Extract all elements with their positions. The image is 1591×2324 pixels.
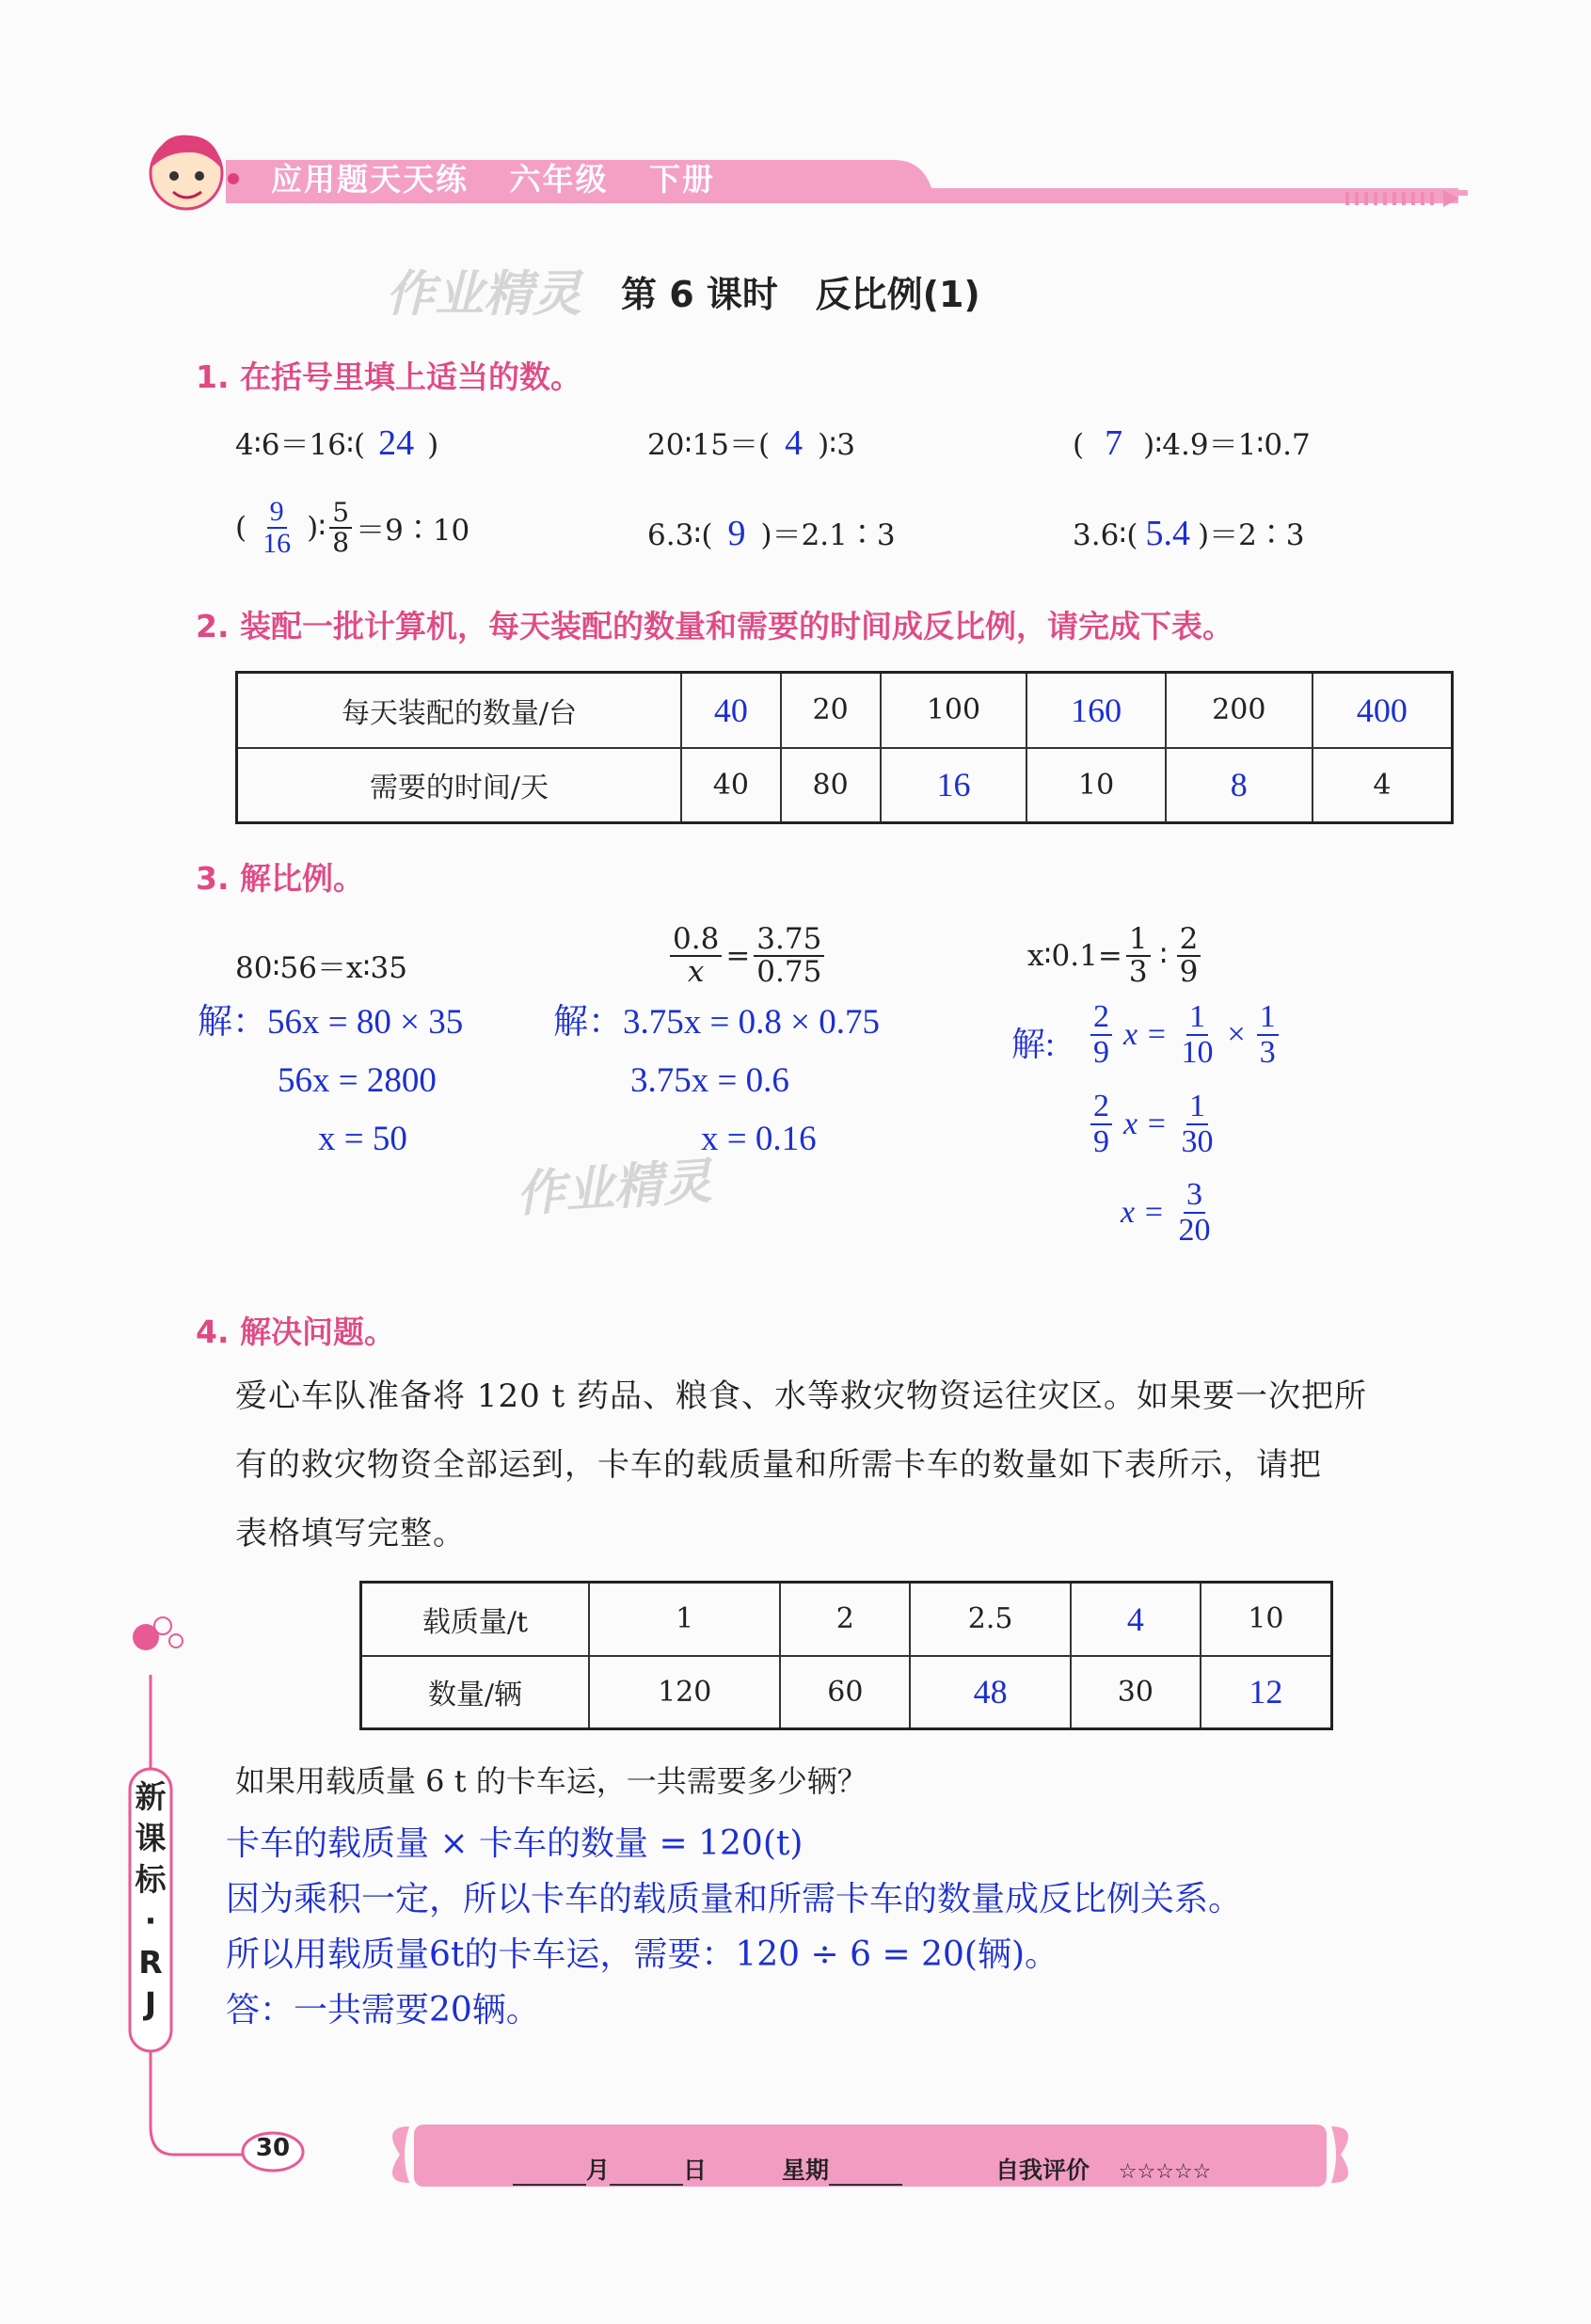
q1-r1-b-answer: 4 (785, 423, 803, 463)
q3-p3-s1-f1n: 2 (1090, 1000, 1112, 1036)
q4-table (359, 1581, 1333, 1730)
q3-p3-jie: 解: (1011, 1026, 1056, 1063)
q3-p2-sol-2: 3.75x = 0.6 (630, 1061, 789, 1100)
q4-para-1: 爱心车队准备将 120 t 药品、粮食、水等救灾物资运往灾区。如果要一次把所 (235, 1377, 1367, 1415)
week-blank[interactable] (829, 2184, 902, 2186)
q3-p3-s2-f1n: 2 (1090, 1090, 1112, 1125)
q3-p3-s2-x: x = (1123, 1106, 1168, 1141)
q3-p2-n1: 0.8 (670, 924, 722, 957)
q1-r1-b-end: )∶3 (818, 428, 855, 462)
q3-p2-eq: = (725, 938, 751, 973)
q3-p3-s3-x: x = (1121, 1194, 1165, 1230)
q3-p3-s3-fn: 3 (1184, 1178, 1205, 1214)
q3-p3-s1-f1 (1090, 1000, 1112, 1069)
q3-p2-sol-3: x = 0.16 (701, 1120, 817, 1158)
q4-row-1 (361, 1583, 1332, 1656)
footer-week: 星期 (782, 2157, 830, 2184)
month-blank[interactable] (513, 2184, 586, 2186)
q1-r2-a-fn: 5 (329, 499, 352, 528)
q2-cell: 80 (781, 748, 881, 823)
watermark: 作业精灵 (386, 266, 582, 323)
q1-r2-a-frac (329, 499, 352, 556)
q3-p3-b: 3 (1128, 954, 1148, 989)
q3-p1-sol-1: 解：56x = 80 × 35 (198, 1003, 464, 1042)
q1-r2-c-answer: 5.4 (1145, 514, 1190, 553)
q1-r2-a-num: 9 (267, 497, 287, 529)
q1-r1-b-text: 20∶15＝( (647, 428, 771, 462)
side-label-char: · (144, 1902, 157, 1939)
q2-table (235, 671, 1454, 824)
q1-r2-c (1073, 511, 1305, 554)
q2-cell: 100 (881, 673, 1027, 748)
q2-row-1 (237, 673, 1453, 748)
q3-p3-s1-f3 (1257, 1000, 1279, 1069)
q3-title: 3. 解比例。 (196, 860, 364, 897)
side-label (130, 1776, 171, 2025)
q1-r1-a-end: ) (427, 428, 439, 462)
q3-p3-frac-1 (1126, 924, 1151, 987)
q3-p3-s2-f1d: 9 (1093, 1123, 1109, 1159)
q3-p3-sol-2 (1087, 1090, 1220, 1158)
q1-r2-a-end: ＝9∶10 (356, 514, 470, 548)
q2-cell: 8 (1166, 748, 1313, 823)
q3-p3-s1-x: x = (1123, 1016, 1168, 1052)
q3-p3-s1-f1d: 9 (1093, 1034, 1109, 1070)
q4-cell: 2 (780, 1583, 910, 1656)
side-label-char: J (144, 1985, 157, 2022)
q2-cell: 40 (681, 673, 781, 748)
q3-p3-s2-f2d: 30 (1181, 1123, 1214, 1159)
q3-p3-s1-f2 (1179, 1000, 1217, 1069)
header-volume: 下册 (649, 161, 715, 198)
q3-p3-sol-3 (1113, 1178, 1217, 1247)
q2-cell: 160 (1026, 673, 1165, 748)
q1-r1-a (235, 421, 438, 464)
q1-r2-a-open: ( (235, 510, 247, 545)
q2-cell: 4 (1313, 748, 1453, 823)
q1-r2-a-den: 16 (263, 527, 292, 559)
q3-p3-d: 9 (1179, 954, 1199, 989)
q1-r1-c-text: ( (1073, 428, 1085, 462)
q4-cell: 10 (1201, 1583, 1332, 1656)
q1-r2-a (235, 497, 469, 558)
q2-cell: 400 (1313, 673, 1453, 748)
q1-r2-a-fd: 8 (332, 526, 350, 558)
q2-title: 2. 装配一批计算机，每天装配的数量和需要的时间成反比例，请完成下表。 (196, 608, 1233, 645)
q3-p2-frac-2 (754, 924, 824, 987)
q1-r1-c-answer: 7 (1105, 423, 1123, 463)
footer-eval-label: 自我评价 (995, 2157, 1090, 2184)
q1-r2-a-mid: )∶ (307, 510, 326, 545)
q2-cell: 16 (881, 748, 1027, 823)
q3-p3-colon: ∶ (1159, 938, 1168, 973)
q3-p1-sol-2: 56x = 2800 (278, 1061, 437, 1100)
side-label-char: 标 (135, 1861, 167, 1898)
q3-p3-s3-f (1176, 1178, 1214, 1247)
q3-p2 (666, 924, 828, 987)
q1-r2-c-end: )＝2∶3 (1197, 518, 1305, 552)
q1-r1-b (647, 421, 855, 464)
q3-p3-text: x∶0.1= (1027, 938, 1122, 973)
q2-row2-label: 需要的时间/天 (237, 748, 682, 823)
q4-answer (226, 1816, 1242, 2038)
star-rating-icon[interactable]: ☆☆☆☆☆ (1118, 2160, 1212, 2184)
page-number: 30 (255, 2134, 291, 2162)
q1-r2-b (647, 511, 896, 554)
q3-p2-frac-1 (670, 924, 722, 987)
q2-cell: 10 (1026, 748, 1165, 823)
q1-r1-c-end: )∶4.9＝1∶0.7 (1143, 428, 1311, 462)
q4-cell: 4 (1071, 1583, 1201, 1656)
q3-p2-n2: 3.75 (754, 924, 824, 957)
side-label-char: 课 (135, 1820, 167, 1856)
q4-cell: 2.5 (910, 1583, 1071, 1656)
q4-para-3: 表格填写完整。 (235, 1515, 466, 1552)
footer-eval (995, 2152, 1211, 2186)
q4-para-2: 有的救灾物资全部运到，卡车的载质量和所需卡车的数量如下表所示，请把 (235, 1446, 1322, 1484)
q4-cell: 60 (780, 1656, 910, 1729)
q1-r2-c-text: 3.6∶( (1073, 518, 1138, 552)
footer-date (513, 2152, 902, 2186)
q4-row1-label: 载质量/t (361, 1583, 590, 1656)
q3-p3-s1-f3n: 1 (1257, 1000, 1279, 1036)
footer-day: 日 (683, 2157, 708, 2184)
q3-p3-s1-f2n: 1 (1186, 1000, 1208, 1036)
q4-answer-line: 所以用载质量6t的卡车运，需要：120 ÷ 6 = 20(辆)。 (226, 1935, 1058, 1974)
q4-cell: 120 (589, 1656, 780, 1729)
q4-cell: 12 (1201, 1656, 1332, 1729)
header-grade: 六年级 (509, 161, 609, 198)
q3-p3-s1-f3d: 3 (1259, 1034, 1276, 1070)
header-dots (1345, 188, 1468, 209)
q3-p3-s1-times: × (1227, 1016, 1246, 1052)
q3-p3-sol-1 (1087, 1000, 1282, 1069)
side-label-char: 新 (135, 1778, 167, 1815)
q3-p3-s1-f2d: 10 (1181, 1034, 1214, 1070)
q3-p2-sol-1: 解：3.75x = 0.8 × 0.75 (553, 1003, 880, 1042)
q3-p3-s2-f1 (1090, 1090, 1112, 1158)
q3-p3-s3-fd: 20 (1178, 1212, 1211, 1248)
q2-cell: 20 (781, 673, 881, 748)
footer-month: 月 (586, 2157, 611, 2184)
q1-r2-b-answer: 9 (727, 514, 746, 553)
q1-r2-b-text: 6.3∶( (647, 518, 713, 552)
q4-title: 4. 解决问题。 (196, 1313, 395, 1350)
q2-cell: 40 (681, 748, 781, 823)
q4-question: 如果用载质量 6 t 的卡车运，一共需要多少辆？ (235, 1763, 867, 1799)
q1-r2-b-end: )＝2.1∶3 (760, 518, 896, 552)
q1-r1-c (1073, 421, 1311, 464)
header-title-group (271, 155, 715, 199)
q3-p3 (1027, 924, 1204, 987)
q2-cell: 200 (1166, 673, 1313, 748)
q3-p2-d2: 0.75 (756, 954, 822, 989)
day-blank[interactable] (610, 2184, 683, 2186)
q3-p1-sol-3: x = 50 (318, 1120, 407, 1158)
q1-title: 1. 在括号里填上适当的数。 (196, 358, 581, 395)
q3-p3-a: 1 (1126, 924, 1151, 957)
q3-p3-frac-2 (1177, 924, 1201, 987)
q3-p3-s2-f2 (1179, 1090, 1217, 1158)
q4-answer-line: 答：一共需要20辆。 (226, 1991, 540, 2030)
header-title: 应用题天天练 (271, 161, 469, 198)
q2-row-2 (237, 748, 1453, 823)
q4-row-2 (361, 1656, 1332, 1729)
q3-p3-c: 2 (1177, 924, 1201, 957)
q4-cell: 1 (589, 1583, 780, 1656)
q1-r1-a-answer: 24 (378, 423, 415, 463)
q3-p1: 80∶56＝x∶35 (235, 951, 407, 985)
q4-answer-line: 因为乘积一定，所以卡车的载质量和所需卡车的数量成反比例关系。 (226, 1880, 1243, 1918)
q4-cell: 48 (910, 1656, 1071, 1729)
cartoon-boy-icon (132, 124, 245, 228)
q3-p3-s2-f2n: 1 (1186, 1090, 1208, 1125)
lesson-title: 第 6 课时 反比例(1) (621, 274, 980, 315)
q2-row1-label: 每天装配的数量/台 (237, 673, 682, 748)
q1-r2-a-answer (260, 497, 294, 558)
q3-p2-d1: x (687, 954, 705, 989)
q4-row2-label: 数量/辆 (361, 1656, 590, 1729)
side-label-char: R (138, 1944, 163, 1981)
q4-answer-line: 卡车的载质量 × 卡车的数量 = 120(t) (226, 1824, 803, 1863)
q4-cell: 30 (1071, 1656, 1201, 1729)
q1-r1-a-text: 4∶6＝16∶( (235, 428, 366, 462)
watermark-2: 作业精灵 (514, 1153, 714, 1224)
